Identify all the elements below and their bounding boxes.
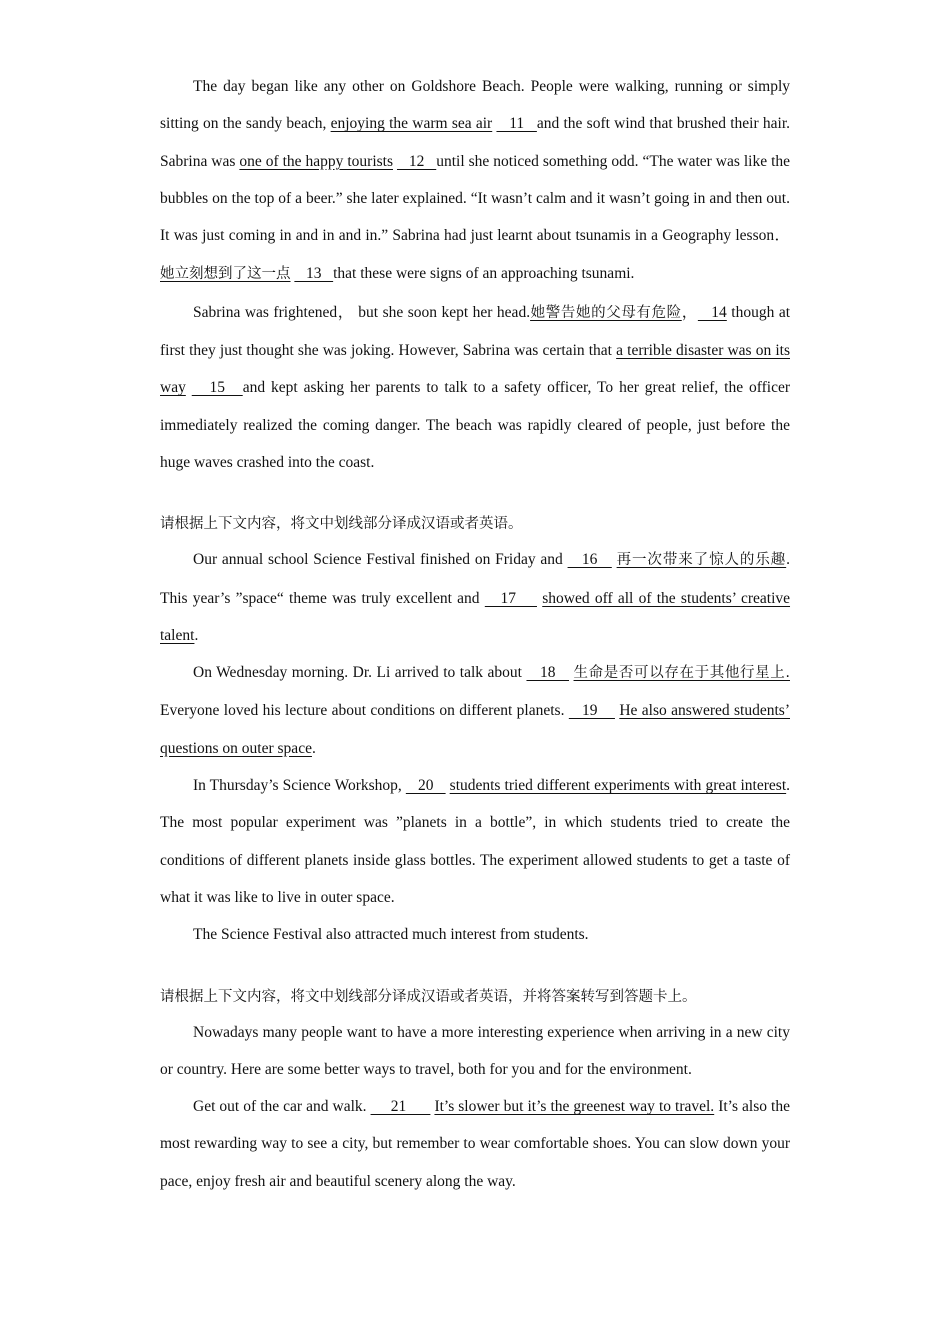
passage3-paragraph1: Nowadays many people want to have a more interesting experience when arriving in a new city or country. Here are some better ways to travel, both for you and for the environment. bbox=[160, 1023, 790, 1078]
passage1-paragraph1 bbox=[160, 68, 790, 294]
document-page bbox=[160, 68, 790, 1200]
blank-11: 11 bbox=[496, 115, 537, 133]
blank-18: 18 bbox=[526, 664, 570, 682]
underlined-phrase-19: He also answered students’ questions on outer space bbox=[160, 702, 790, 757]
underlined-phrase-14: 她警告她的父母有危险 bbox=[530, 304, 682, 321]
text: though at first they just thought she was joking. However, Sabrina was certain that bbox=[160, 303, 791, 360]
passage2-paragraph1 bbox=[160, 541, 790, 654]
blank-17: 17 bbox=[484, 589, 537, 607]
text: . The most popular experiment was ”planets in a bottle”, in which students tried to create the conditions of different planets inside glass bottles. The experiment allowed students to get a taste of what it was like to live in outer space. bbox=[160, 777, 791, 906]
passage2-paragraph4: The Science Festival also attracted much interest from students. bbox=[193, 926, 589, 944]
underlined-phrase-13: 她立刻想到了这一点 bbox=[160, 266, 291, 283]
blank-15: 15 bbox=[191, 379, 243, 397]
underlined-phrase-15: a terrible disaster was on its way bbox=[160, 342, 790, 397]
underlined-phrase-21: It’s slower but it’s the greenest way to travel. bbox=[434, 1098, 715, 1116]
passage3-instruction: 请根据上下文内容，将文中划线部分译成汉语或者英语，并将答案转写到答题卡上。 bbox=[160, 988, 697, 1005]
text: On Wednesday morning. Dr. Li arrived to talk about bbox=[193, 664, 527, 682]
blank-13: 13 bbox=[294, 265, 334, 283]
underlined-phrase-17: showed off all of the students’ creative talent bbox=[160, 589, 791, 644]
blank-14: 14 bbox=[697, 303, 727, 321]
text: until she noticed something odd. “The water was like the bubbles on the top of a beer.” she later explained. “It wasn’t calm and it wasn’t going in and then out. It was just coming in and in and in.” Sabrina had just learnt about tsunamis in a Geography lesson． bbox=[160, 152, 791, 245]
text: It’s also the most rewarding way to see a city, but remember to wear comfortable shoes. You can slow down your pace, enjoy fresh air and beautiful scenery along the way. bbox=[160, 1098, 790, 1190]
passage1-paragraph2 bbox=[160, 294, 790, 481]
blank-19: 19 bbox=[568, 702, 615, 720]
underlined-phrase-16: 再一次带来了惊人的乐趣 bbox=[616, 552, 787, 569]
text: Get out of the car and walk. bbox=[193, 1098, 371, 1116]
underlined-phrase-20: students tried different experiments with great interest bbox=[449, 777, 787, 795]
text: Sabrina was frightened， but she soon kept her head. bbox=[193, 303, 531, 321]
text: . This year’s ”space“ theme was truly excellent and bbox=[160, 551, 791, 607]
blank-21: 21 bbox=[370, 1098, 431, 1116]
text: ， bbox=[681, 303, 698, 321]
text: . bbox=[311, 739, 316, 757]
text: and kept asking her parents to talk to a safety officer, To her great relief, the officer immediately realized the coming danger. The beach was rapidly cleared of people, just before the huge waves crashed into the coast. bbox=[160, 379, 791, 471]
text: and the soft wind that brushed their hair. Sabrina was bbox=[160, 115, 791, 170]
text: . bbox=[194, 626, 199, 644]
underlined-phrase-11: enjoying the warm sea air bbox=[330, 115, 493, 133]
underlined-phrase-12: one of the happy tourists bbox=[239, 152, 393, 170]
passage2-instruction: 请根据上下文内容，将文中划线部分译成汉语或者英语。 bbox=[160, 516, 523, 533]
text: that these were signs of an approaching tsunami. bbox=[333, 265, 635, 283]
blank-20: 20 bbox=[405, 777, 446, 795]
passage3-paragraph2 bbox=[160, 1088, 790, 1200]
text: Our annual school Science Festival finished on Friday and bbox=[193, 551, 568, 569]
underlined-phrase-18: 生命是否可以存在于其他行星上. bbox=[573, 665, 790, 682]
passage2-paragraph2 bbox=[160, 654, 790, 767]
blank-16: 16 bbox=[567, 551, 612, 569]
text: Everyone loved his lecture about conditions on different planets. bbox=[160, 702, 569, 720]
blank-12: 12 bbox=[396, 152, 437, 170]
text: The day began like any other on Goldshore Beach. People were walking, running or simply sitting on the sandy beach, bbox=[160, 78, 790, 133]
passage2-paragraph3 bbox=[160, 767, 790, 916]
text: In Thursday’s Science Workshop, bbox=[193, 777, 406, 795]
